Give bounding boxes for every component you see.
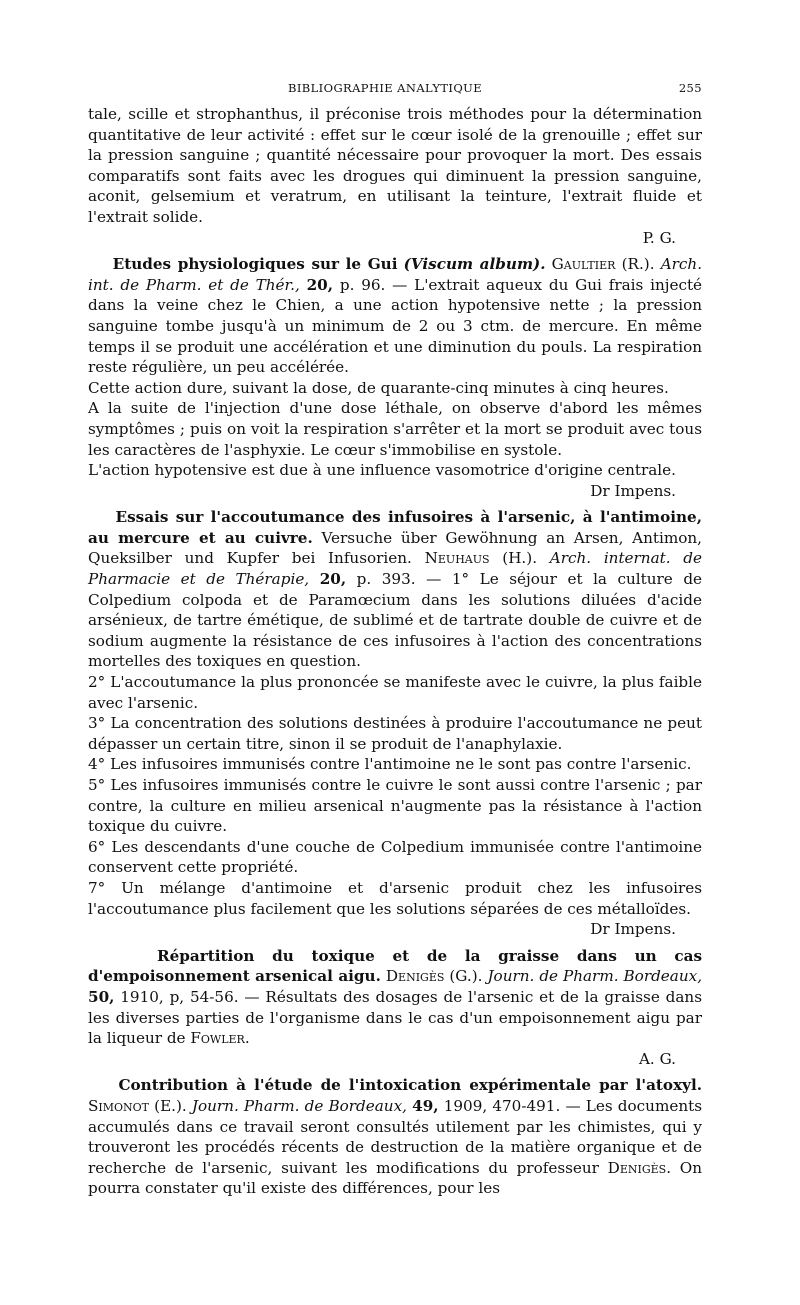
entry-gui-journal: Arch. int. de Pharm. et de Thér., — [88, 255, 703, 294]
entry-gui-paragraph: L'action hypotensive est due à une influence vasomotrice d'origine centrale. — [88, 461, 676, 480]
entry-infusoires-paragraph: 6° Les descendants d'une couche de Colpedium immunisée contre l'antimoine conservent cette propriété. — [88, 837, 702, 877]
entry-atoxyl-year-pages: 1909, 470-491. — [443, 1096, 561, 1115]
entry-repartition — [88, 946, 702, 1049]
entry-infusoires-volume: 20, — [319, 570, 347, 589]
entry-infusoires-body: — 1° Le séjour et la culture de Colpedium colpoda et de Paramœcium dans les solutions diluées d'acide arsénieux, de tartre émétique, de sublimé et de tartrate double de cuivre et de sodium augmente la résistance de ces infusoires à l'action des concentrations mortelles des toxiques en question. — [88, 570, 703, 671]
entry-repartition-body-end: Fowler. — [190, 1029, 250, 1048]
entry-gui-paragraph: A la suite de l'injection d'une dose léthale, on observe d'abord les mêmes symptômes ; puis on voit la respiration s'arrêter et la mort se produit avec tous les caractères de l'asphyxie. Le cœur s'immobilise en systole. — [88, 399, 702, 459]
entry-repartition-volume: 50, — [88, 987, 115, 1006]
entry-repartition-signature: A. G. — [638, 1049, 676, 1068]
entry-atoxyl-name: Denigès. — [607, 1158, 672, 1177]
entry-atoxyl-body-end: On pourra constater qu'il existe des différences, pour les — [88, 1158, 702, 1198]
entry-infusoires-paragraph: 2° L'accoutumance la plus prononcée se manifeste avec le cuivre, la plus faible avec l'arsenic. — [88, 673, 702, 712]
entry-gui-species: (Viscum album). — [403, 255, 546, 274]
entry-gui-body: — L'extrait aqueux du Gui frais injecté dans la veine chez le Chien, a une action hypotensive nette ; la pression sanguine tombe jusqu'à un minimum de 2 ou 3 ctm. de mercure. En même temps il se produit une accélération et une diminution du pouls. La respiration reste régulière, un peu accélérée. — [88, 275, 703, 377]
entry-repartition-year-pages: 1910, p, 54-56. — [120, 987, 239, 1006]
entry-infusoires-journal: Arch. internat. de Pharmacie et de Thérapie, — [88, 549, 703, 589]
entry-repartition-title: Répartition du toxique et de la graisse dans un cas d'empoisonnement arsenical aigu. — [88, 946, 703, 986]
entry-infusoires-paragraph: 3° La concentration des solutions destinées à produire l'accoutumance ne peut dépasser un certain titre, sinon il se produit de l'anaphylaxie. — [88, 714, 702, 753]
entry-infusoires-pages: p. 393. — [356, 570, 416, 589]
entry-infusoires-german-title: Versuche über Gewöhnung an Arsen, Antimon, Queksilber und Kupfer bei Infusorien. — [88, 528, 702, 568]
entry-infusoires-author: Neuhaus (H.). — [424, 549, 538, 568]
entry-infusoires-paragraph: 7° Un mélange d'antimoine et d'arsenic produit chez les infusoires l'accoutumance plus facilement que les solutions séparées de ces métalloïdes. — [88, 878, 702, 918]
entry-atoxyl-journal: Journ. Pharm. de Bordeaux, — [191, 1096, 407, 1115]
page-number: 255 — [678, 81, 702, 95]
entry-infusoires — [88, 507, 702, 672]
entry-gui — [88, 254, 702, 378]
entry-gui-paragraph: Cette action dure, suivant la dose, de quarante-cinq minutes à cinq heures. — [88, 378, 669, 397]
entry-gui-pages: p. 96. — [339, 275, 386, 294]
intro-paragraph: tale, scille et strophanthus, il préconise trois méthodes pour la détermination quantitative de leur activité : effet sur le cœur isolé de la grenouille ; effet sur la pression sanguine ; quantité nécessaire pour provoquer la mort. Des essais comparatifs sont faits avec les drogues qui diminuent la pression sanguine, aconit, gelsemium et veratrum, en utilisant la teinture, l'extrait fluide et l'extrait solide. — [88, 105, 702, 226]
running-head — [88, 72, 702, 96]
entry-gui-title: Etudes physiologiques sur le Gui — [112, 255, 398, 274]
entry-gui-volume: 20, — [306, 275, 334, 294]
intro-signature: P. G. — [642, 228, 676, 247]
entry-infusoires-title: Essais sur l'accoutumance des infusoires à l'arsenic, à l'antimoine, au mercure et au cuivre. — [88, 508, 703, 547]
entry-repartition-author: Denigès (G.). — [385, 967, 483, 986]
entry-infusoires-signature: Dr Impens. — [590, 920, 676, 939]
entry-gui-author: Gaultier (R.). — [551, 255, 655, 274]
entry-repartition-journal: Journ. de Pharm. Bordeaux, — [487, 967, 703, 986]
entry-repartition-body: — Résultats des dosages de l'arsenic et de la graisse dans les diverses parties de l'organisme dans le cas d'un empoisonnement aigu par la liqueur de — [88, 987, 702, 1048]
header-title: BIBLIOGRAPHIE ANALYTIQUE — [288, 81, 483, 95]
entry-atoxyl-author: Simonot (E.). — [88, 1096, 187, 1115]
entry-atoxyl — [88, 1075, 702, 1199]
entry-gui-signature: Dr Impens. — [590, 481, 676, 500]
entry-atoxyl-volume: 49, — [412, 1096, 439, 1115]
entry-infusoires-paragraph: 5° Les infusoires immunisés contre le cuivre le sont aussi contre l'arsenic ; par contre, la culture en milieu arsenical n'augmente pas la résistance à l'action toxique du cuivre. — [88, 776, 702, 836]
entry-infusoires-paragraph: 4° Les infusoires immunisés contre l'antimoine ne le sont pas contre l'arsenic. — [88, 755, 692, 774]
entry-atoxyl-body: — Les documents accumulés dans ce travail seront consultés utilement par les chimistes, qui y trouveront les procédés récents de destruction de la matière organique et de recherche de l'arsenic, suivant les modifications du professeur — [88, 1096, 703, 1177]
entry-atoxyl-title: Contribution à l'étude de l'intoxication expérimentale par l'atoxyl. — [118, 1076, 702, 1095]
